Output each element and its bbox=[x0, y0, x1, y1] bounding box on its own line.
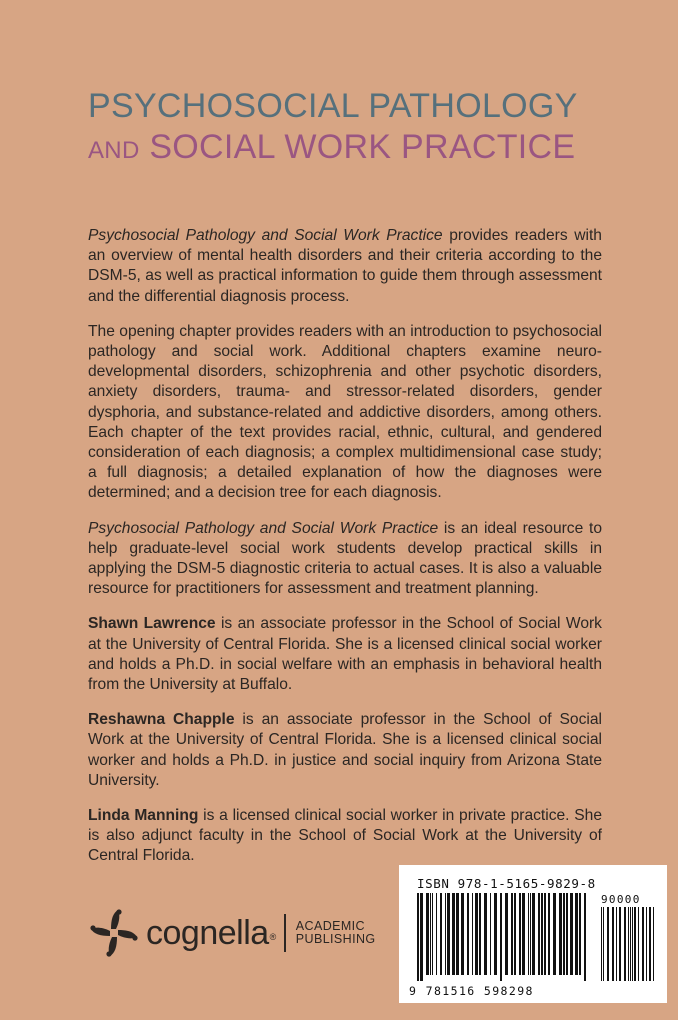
author-bio bbox=[88, 806, 602, 867]
isbn-barcode bbox=[399, 865, 667, 1003]
barcode-bar bbox=[432, 893, 433, 975]
barcode-bar bbox=[616, 907, 617, 981]
title-line-1: PSYCHOSOCIAL PATHOLOGY bbox=[88, 87, 578, 125]
barcode-bar bbox=[642, 907, 644, 981]
barcode-bar bbox=[603, 907, 604, 981]
barcode-bar bbox=[456, 893, 459, 975]
barcode-bar bbox=[530, 893, 531, 975]
barcode-bar bbox=[484, 893, 487, 975]
barcode-bar bbox=[570, 893, 573, 975]
barcode-bar bbox=[612, 907, 614, 981]
barcode-bar bbox=[548, 893, 550, 975]
barcode-bar bbox=[505, 893, 508, 975]
barcode-bar bbox=[538, 893, 540, 975]
barcode-bar bbox=[575, 893, 578, 975]
barcode-bar bbox=[494, 893, 497, 975]
publisher-tagline bbox=[296, 920, 376, 946]
barcode-bar bbox=[624, 907, 626, 981]
barcode-bar bbox=[452, 893, 455, 975]
author-bio bbox=[88, 614, 602, 695]
barcode-bar bbox=[447, 893, 450, 975]
barcode-bar bbox=[619, 907, 621, 981]
title-and: AND bbox=[88, 137, 140, 164]
barcode-bar bbox=[544, 893, 546, 975]
barcode-bar bbox=[638, 907, 639, 981]
barcode-bar bbox=[559, 893, 562, 975]
barcode-bar bbox=[500, 893, 502, 981]
barcode-bar bbox=[628, 907, 629, 981]
barcode-bar bbox=[563, 893, 565, 975]
book-title-italic: Psychosocial Pathology and Social Work Practice bbox=[88, 227, 443, 244]
barcode-digits: 9 781516 598298 bbox=[409, 984, 534, 998]
barcode-bar bbox=[630, 907, 631, 981]
barcode-bar bbox=[601, 907, 602, 981]
barcode-bar bbox=[584, 893, 586, 981]
barcode-bar bbox=[426, 893, 429, 975]
barcode-bar bbox=[532, 893, 535, 975]
author-name: Reshawna Chapple bbox=[88, 711, 235, 729]
barcode-bar bbox=[461, 893, 464, 975]
blurb-paragraph-3 bbox=[88, 519, 602, 600]
barcode-bar bbox=[417, 893, 419, 981]
barcode-bar bbox=[436, 893, 437, 975]
author-bio-text: is an associate professor in the School of Social Work at the University of Central Florida. She is a licensed clinical social worker and holds a Ph.D. in social welfare with an emphasis in behavioral health from the University at Buffalo. bbox=[88, 615, 602, 694]
barcode-bar bbox=[420, 893, 423, 981]
author-bio-text: is a licensed clinical social worker in private practice. She is also adjunct faculty in the School of Social Work at the University of Central Florida. bbox=[88, 807, 603, 865]
barcode-bar bbox=[566, 893, 568, 975]
barcode-bar bbox=[519, 893, 521, 975]
barcode-bar bbox=[445, 893, 446, 975]
cover-title bbox=[88, 86, 648, 172]
author-name: Linda Manning bbox=[88, 807, 199, 825]
back-cover-description bbox=[88, 226, 602, 882]
blurb-text: provides readers with an overview of mental health disorders and their criteria according to the DSM-5, as well as practical information to guide them through assessment and the differential diagnosis process. bbox=[88, 227, 602, 305]
registered-mark: ® bbox=[269, 932, 277, 942]
blurb-text: is an ideal resource to help graduate-level social work students develop practical skills in applying the DSM-5 diagnostic criteria to actual cases. It is also a valuable resource for practitioners for assessment and treatment planning. bbox=[88, 519, 602, 598]
barcode-addon-digits: 90000 bbox=[601, 893, 641, 906]
title-line-2 bbox=[88, 126, 648, 172]
author-bio bbox=[88, 710, 602, 791]
barcode-bar bbox=[541, 893, 543, 975]
barcode-bar bbox=[632, 907, 633, 981]
logo-divider bbox=[284, 914, 286, 952]
title-line-2-text: SOCIAL WORK PRACTICE bbox=[149, 128, 576, 166]
publisher-wordmark: cognella bbox=[146, 913, 269, 952]
barcode-bar bbox=[467, 893, 469, 975]
author-bio-text: is an associate professor in the School of Social Work at the University of Central Florida. She is a licensed clinical social worker and holds a Ph.D. in justice and social inquiry from Arizona State University. bbox=[88, 711, 603, 789]
tagline-line-2: PUBLISHING bbox=[295, 932, 376, 946]
tagline-line-1: ACADEMIC bbox=[295, 919, 365, 933]
barcode-bar bbox=[579, 893, 581, 975]
pinwheel-logo-icon bbox=[88, 907, 140, 959]
barcode-bar bbox=[490, 893, 491, 975]
barcode-bar bbox=[511, 893, 513, 975]
barcode-bar bbox=[472, 893, 473, 975]
publisher-logo bbox=[88, 903, 398, 963]
blurb-paragraph-1 bbox=[88, 226, 602, 307]
barcode-bar bbox=[553, 893, 556, 975]
blurb-paragraph-2: The opening chapter provides readers with an introduction to psychosocial pathology and social work. Additional chapters examine neurodevelopmental disorders, schizophrenia and other psychotic disorders, anxiety disorders, trauma- and stressor-related disorders, gender dysphoria, and substance-related and addictive disorders, among others. Each chapter of the text provides racial, ethnic, cultural, and gendered consideration of each diagnosis; a complex multidimensional case study; a full diagnosis; a detailed explanation of how the diagnoses were determined; and a decision tree for each diagnosis. bbox=[88, 322, 602, 502]
barcode-bar bbox=[479, 893, 481, 975]
barcode-bar bbox=[607, 907, 609, 981]
barcode-bar bbox=[475, 893, 478, 975]
barcode-bar bbox=[440, 893, 442, 975]
barcode-bars bbox=[409, 893, 659, 985]
barcode-bar bbox=[430, 893, 431, 975]
book-title-italic: Psychosocial Pathology and Social Work Practice bbox=[88, 519, 439, 537]
barcode-bar bbox=[528, 893, 529, 975]
barcode-bar bbox=[522, 893, 525, 975]
barcode-bar bbox=[649, 907, 651, 981]
isbn-label: ISBN 978-1-5165-9829-8 bbox=[417, 876, 596, 891]
author-name: Shawn Lawrence bbox=[88, 615, 216, 633]
barcode-bar bbox=[514, 893, 516, 975]
barcode-bar bbox=[634, 907, 636, 981]
barcode-bar bbox=[653, 907, 654, 981]
barcode-bar bbox=[646, 907, 647, 981]
